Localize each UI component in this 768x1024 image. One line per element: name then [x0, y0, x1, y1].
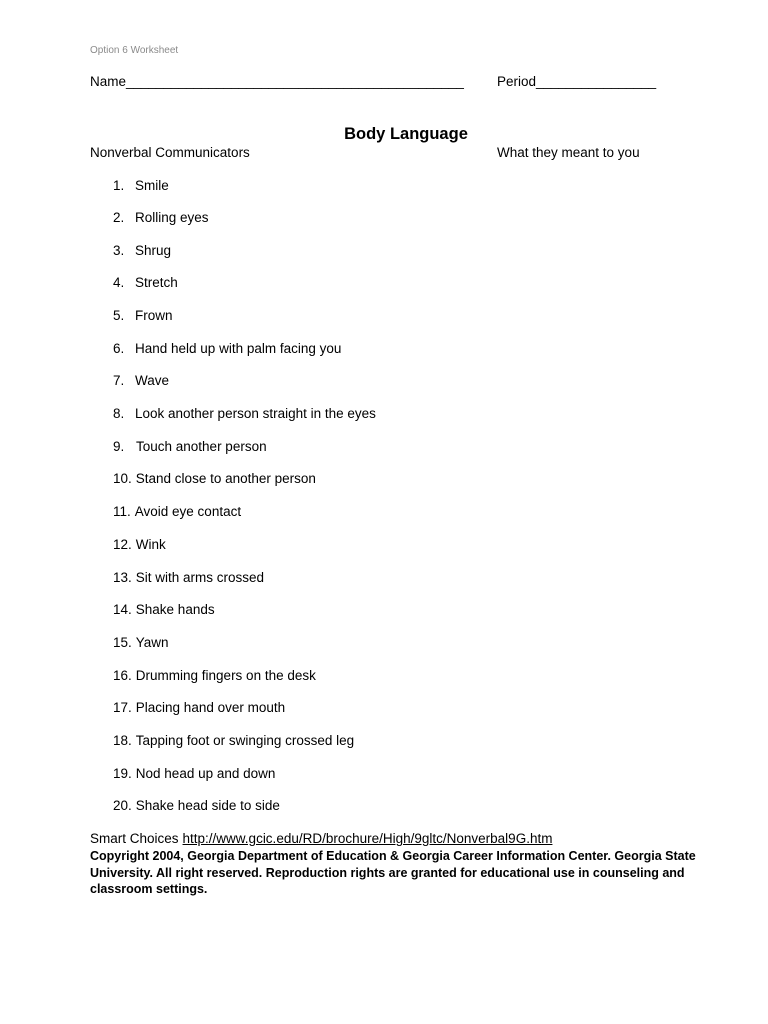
copyright-notice: Copyright 2004, Georgia Department of Education & Georgia Career Information Center. Georgia State University. All right reserved. Reproduction rights are granted for educational use in counseling and classroom settings. [90, 849, 696, 896]
item-number: 7. [113, 373, 125, 388]
item-text: Stretch [135, 275, 178, 290]
list-item [113, 178, 169, 193]
item-text: Look another person straight in the eyes [135, 406, 376, 421]
column-header-meaning: What they meant to you [497, 145, 640, 160]
item-number: 6. [113, 341, 125, 356]
item-number: 4. [113, 275, 125, 290]
item-text: Drumming fingers on the desk [135, 668, 316, 683]
list-item [113, 341, 341, 356]
item-text: Shake hands [135, 602, 215, 617]
list-item [113, 471, 316, 486]
item-number: 11. [113, 504, 131, 519]
list-item [113, 275, 178, 290]
page-title: Body Language [344, 125, 468, 143]
source-link[interactable]: http://www.gcic.edu/RD/brochure/High/9gltc/Nonverbal9G.htm [182, 831, 553, 846]
list-item [113, 635, 169, 650]
item-text: Rolling eyes [135, 210, 209, 225]
item-text: Shake head side to side [135, 798, 280, 813]
item-text: Wink [135, 537, 166, 552]
item-text: Touch another person [136, 439, 267, 454]
item-number: 5. [113, 308, 125, 323]
source-line [90, 831, 552, 846]
list-item [113, 210, 209, 225]
worksheet-label: Option 6 Worksheet [90, 45, 179, 56]
list-item [113, 243, 171, 258]
list-item [113, 766, 275, 781]
item-number: 16. [113, 668, 132, 683]
list-item [113, 308, 173, 323]
item-number: 14. [113, 602, 132, 617]
item-number: 17. [113, 700, 132, 715]
item-number: 19. [113, 766, 132, 781]
item-text: Stand close to another person [135, 471, 316, 486]
item-text: Avoid eye contact [134, 504, 242, 519]
list-item [113, 668, 316, 683]
item-text: Wave [135, 373, 170, 388]
item-number: 20. [113, 798, 132, 813]
item-text: Tapping foot or swinging crossed leg [135, 733, 355, 748]
period-field: Period________________ [497, 74, 657, 89]
item-number: 2. [113, 210, 125, 225]
item-text: Shrug [135, 243, 172, 258]
item-number: 8. [113, 406, 125, 421]
list-item [113, 570, 264, 585]
list-item [113, 602, 215, 617]
name-field: Name_____________________________________________ [90, 74, 464, 89]
list-item [113, 439, 267, 454]
list-item [113, 700, 285, 715]
item-text: Yawn [135, 635, 169, 650]
list-item [113, 504, 241, 519]
item-number: 13. [113, 570, 132, 585]
item-number: 3. [113, 243, 125, 258]
item-number: 12. [113, 537, 132, 552]
item-text: Hand held up with palm facing you [135, 341, 342, 356]
item-number: 9. [113, 439, 125, 454]
item-number: 15. [113, 635, 132, 650]
item-text: Nod head up and down [135, 766, 276, 781]
item-text: Sit with arms crossed [135, 570, 265, 585]
source-label: Smart Choices [90, 831, 179, 846]
item-text: Frown [135, 308, 173, 323]
list-item [113, 373, 169, 388]
item-text: Smile [135, 178, 169, 193]
list-item [113, 733, 354, 748]
item-text: Placing hand over mouth [135, 700, 286, 715]
list-item [113, 406, 376, 421]
list-item [113, 537, 166, 552]
item-number: 18. [113, 733, 132, 748]
column-header-communicators: Nonverbal Communicators [90, 145, 250, 160]
item-number: 1. [113, 178, 125, 193]
item-number: 10. [113, 471, 132, 486]
list-item [113, 798, 280, 813]
